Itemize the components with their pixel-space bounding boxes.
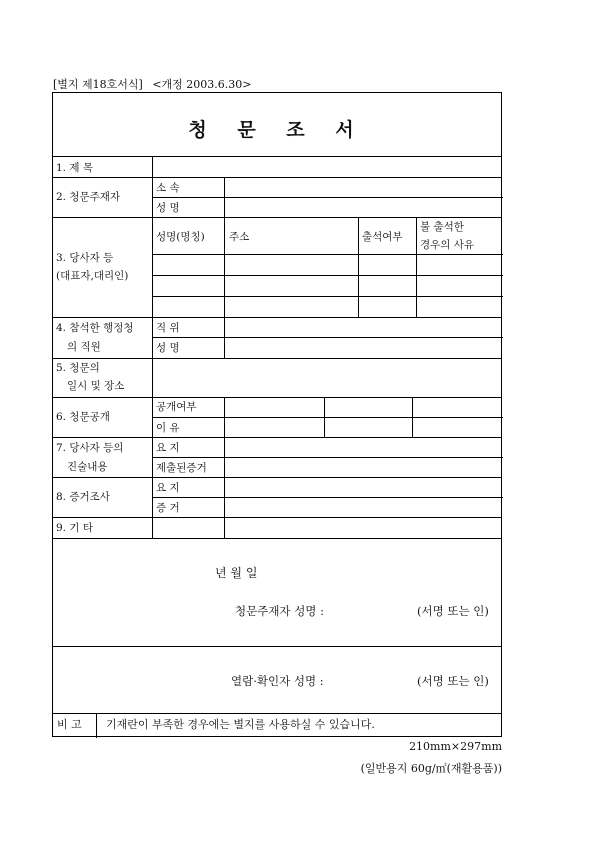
col-divider-public-2 (324, 397, 325, 437)
host-signature-label: 청문주재자 성명 : (235, 604, 324, 618)
subline-statement (152, 457, 503, 458)
signature-date: 년 월 일 (215, 566, 258, 580)
divider-row6 (53, 437, 501, 438)
subline-official (152, 337, 503, 338)
col-header-party-attendance: 출석여부 (362, 231, 403, 243)
divider-row4 (53, 358, 501, 359)
divider-remarks (53, 713, 501, 714)
subline-party-2 (152, 275, 503, 276)
viewer-signature-hint: (서명 또는 인) (417, 674, 489, 688)
sublabel-statement-evidence: 제출된증거 (156, 462, 207, 474)
subline-evidence (152, 497, 503, 498)
divider-row9 (53, 538, 501, 539)
row-label-public: 6. 청문공개 (56, 411, 110, 423)
sublabel-official-name: 성 명 (156, 342, 180, 354)
divider-row5 (53, 397, 501, 398)
sublabel-statement-summary: 요 지 (156, 442, 180, 454)
row-label-host: 2. 청문주재자 (56, 191, 121, 203)
document-title: 청 문 조 서 (188, 119, 366, 141)
remarks-label: 비 고 (57, 718, 82, 731)
row-label-official-line1: 4. 참석한 행정청 (56, 322, 134, 334)
row-label-datetime-line1: 5. 청문의 (56, 362, 100, 374)
subline-party-1 (152, 254, 503, 255)
col-header-party-name: 성명(명칭) (156, 231, 205, 243)
row-label-other: 9. 기 타 (56, 522, 93, 534)
divider-row2 (53, 217, 501, 218)
col-header-party-absence-2: 경우의 사유 (420, 239, 475, 251)
revision-date: <개정 2003.6.30> (152, 78, 252, 91)
paper-size: 210mm×297mm (409, 740, 502, 753)
paper-type: (일반용지 60g/㎡(재활용품)) (360, 762, 502, 775)
row-label-statement-line1: 7. 당사자 등의 (56, 442, 124, 454)
col-divider-remarks (96, 713, 97, 738)
row-label-statement-line2: 진술내용 (67, 461, 108, 473)
sublabel-public-reason: 이 유 (156, 422, 180, 434)
col-divider-party-1 (224, 217, 225, 317)
row-label-party-line2: (대표자,대리인) (56, 270, 129, 282)
row-label-datetime-line2: 일시 및 장소 (67, 380, 125, 392)
remarks-text: 기재란이 부족한 경우에는 별지를 사용하실 수 있습니다. (106, 718, 375, 731)
viewer-signature-label: 열람·확인자 성명 : (231, 674, 324, 688)
sublabel-host-affiliation: 소 속 (156, 182, 180, 194)
col-divider-party-3 (416, 217, 417, 317)
row-label-party-line1: 3. 당사자 등 (56, 252, 114, 264)
host-signature-hint: (서명 또는 인) (417, 604, 489, 618)
col-divider-public-3 (412, 397, 413, 437)
row-label-subject: 1. 제 목 (56, 162, 93, 174)
row-label-evidence-exam: 8. 증거조사 (56, 491, 110, 503)
divider-title (53, 156, 501, 157)
col-divider-official (224, 317, 225, 358)
row-label-official-line2: 의 직원 (67, 341, 101, 353)
divider-signature (53, 646, 501, 647)
sublabel-evidence-summary: 요 지 (156, 482, 180, 494)
sublabel-host-name: 성 명 (156, 202, 180, 214)
divider-row7 (53, 477, 501, 478)
col-label-divider (152, 156, 153, 538)
form-number: [별지 제18호서식] (53, 78, 143, 91)
hearing-record-form (52, 92, 502, 737)
divider-row1 (53, 177, 501, 178)
sublabel-evidence-items: 증 거 (156, 502, 180, 514)
subline-party-3 (152, 296, 503, 297)
divider-row3 (53, 317, 501, 318)
subline-host (152, 197, 503, 198)
form-header (53, 76, 258, 92)
col-divider-host (224, 177, 225, 217)
col-header-party-address: 주소 (229, 231, 250, 243)
sublabel-official-position: 직 위 (156, 322, 180, 334)
sublabel-public-disclosure: 공개여부 (156, 401, 197, 413)
col-divider-party-2 (358, 217, 359, 317)
divider-row8 (53, 517, 501, 518)
col-divider-lower-1 (224, 397, 225, 538)
subline-public (152, 417, 503, 418)
col-header-party-absence-1: 불 출석한 (420, 221, 464, 233)
